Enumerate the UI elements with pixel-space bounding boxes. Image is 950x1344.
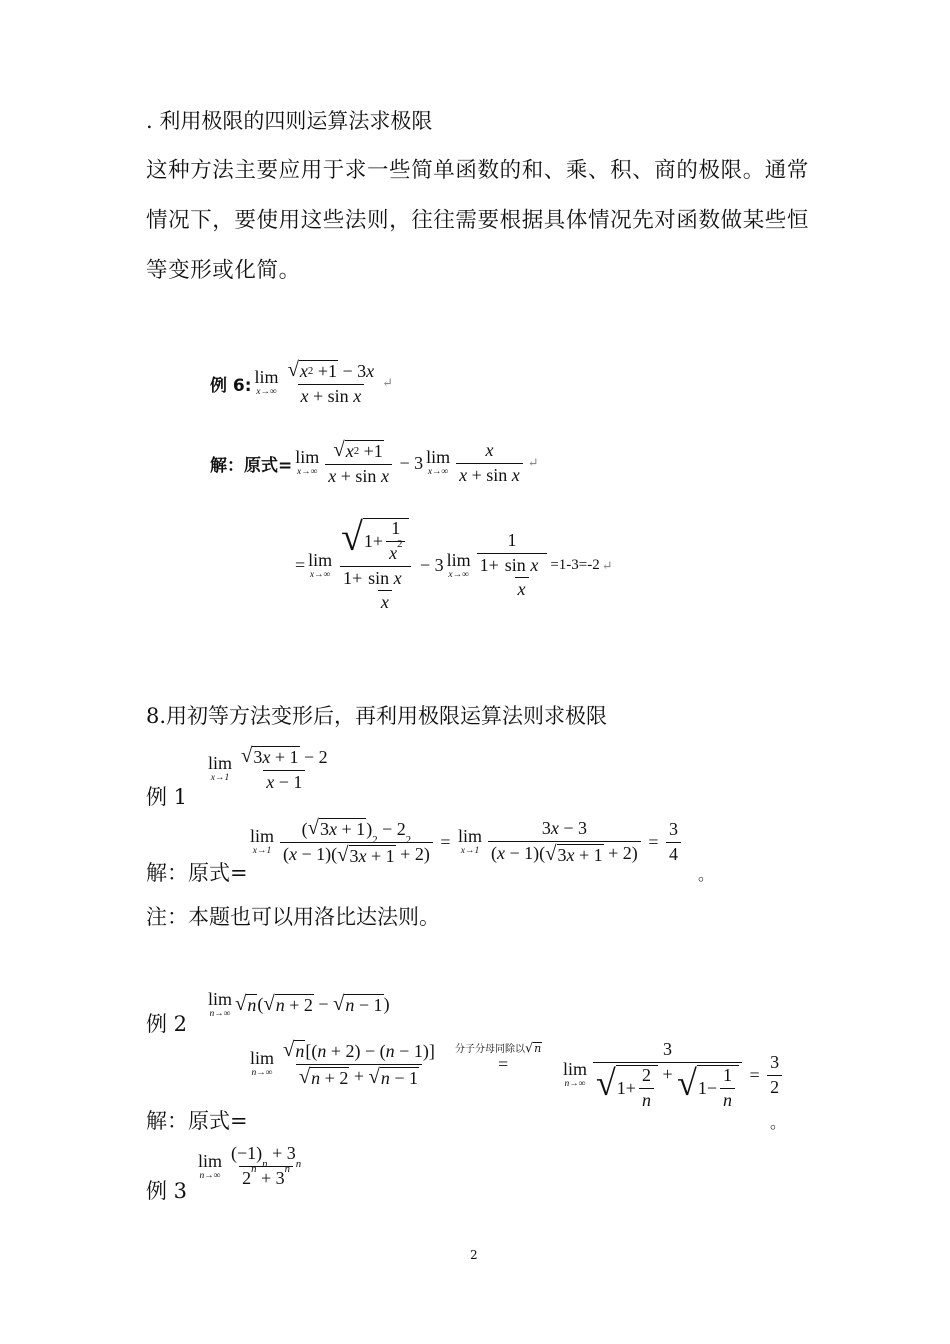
example3-label: 例 3 [146,1179,188,1203]
example6-solution-label: 解：原式= [210,455,293,476]
example3-problem: lim n→∞ (−1) n + 3 n 2 n + 3 n [198,1143,302,1188]
example2-period: 。 [770,1113,787,1132]
example2-solution-left: lim n→∞ √ n [( n + 2) − ( n − 1)] √ n + 2 + √ n − 1 [250,1039,435,1088]
example2-problem: lim n→∞ √ n ( √ n + 2 − √ n − 1 ) [208,989,390,1019]
paragraph-line-2: 情况下，要使用这些法则，往往需要根据具体情况先对函数做某些恒 [146,208,810,233]
example6-label: 例 6: [210,375,252,396]
example2-equals: = [498,1054,509,1074]
example2-solution-label: 解：原式= [146,1109,248,1133]
example2-answer-numerator: 3 [770,1051,780,1072]
example6-solution-step2: = lim x→∞ √ 1+ 1 x 2 1+ sin x x − 3 lim x→∞ 1 1+ sin x x =1-3=-2 ↵ [295,515,613,613]
example1-period: 。 [698,865,715,884]
example2-eq-note: 分子分母同除以 √ n [455,1040,542,1055]
example1-answer-numerator: 3 [668,818,678,839]
paragraph-line-3: 等变形或化简。 [146,258,301,283]
example1-solution-label: 解：原式= [146,861,248,885]
section-heading-8: 8.用初等方法变形后，再利用极限运算法则求极限 [146,704,608,728]
example6-result: =1-3=-2 [550,557,600,574]
example2-label: 例 2 [146,1012,188,1036]
example1-solution: lim x→1 ( √ 3 x + 1 ) 2 − 2 2 ( x − 1)( √ 3 x + 1 + 2) = lim x→1 3 x − 3 ( x − 1)( √ 3 x + 1 + 2) = $\frac{3}{4}$ [247,818,684,866]
example6-solution-step1: 解：原式= lim x→∞ √ x 2 +1 x + sin x − 3 lim x→∞ x x + sin x ↵ [210,439,539,486]
example2-eq-note-text: 分子分母同除以 [455,1044,525,1055]
section-heading-1: . 利用极限的四则运算法求极限 [146,109,433,133]
example6-problem: 例 6: lim x→∞ √ x 2 +1 − 3 x x + sin x ↵ [210,359,394,406]
example2-answer-denominator: 2 [767,1075,782,1098]
example2-solution-right: lim n→∞ 3 √ 1+ $\frac{2}{n}$ + √ 1− $\frac{1}{n}$ = $\frac{3}{2}$ [560,1040,785,1110]
example1-note: 注：本题也可以用洛比达法则。 [146,905,440,929]
example1-problem: lim x→1 √ 3 x + 1 − 2 x − 1 [208,745,328,792]
example1-label: 例 1 [146,785,188,809]
paragraph-line-1: 这种方法主要应用于求一些简单函数的和、乘、积、商的极限。通常 [146,158,810,183]
page-number: 2 [470,1248,478,1262]
example1-answer-denominator: 4 [666,842,681,865]
